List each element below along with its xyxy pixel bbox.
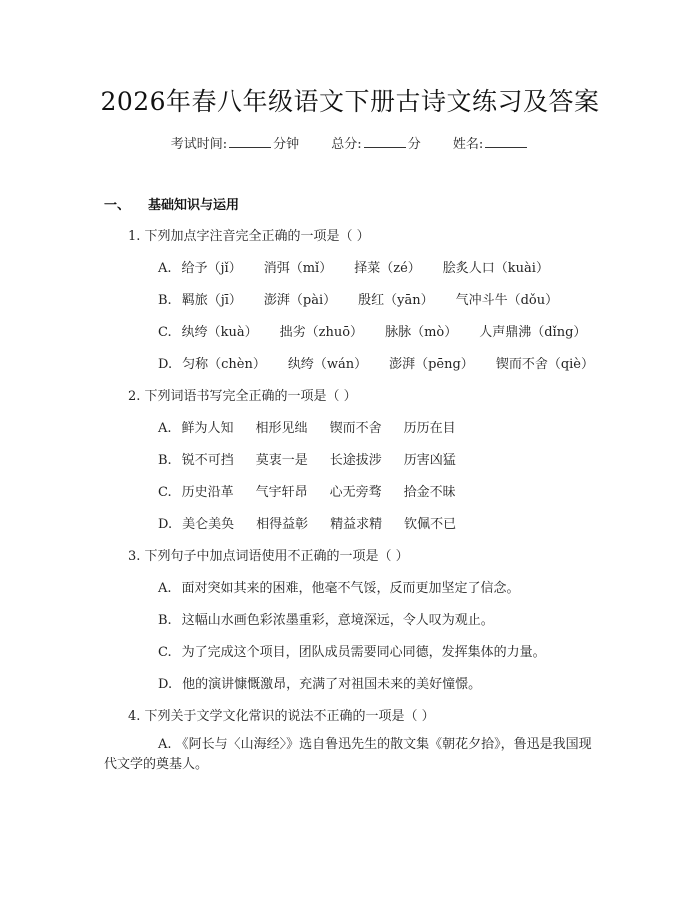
option-label: B. (158, 293, 172, 308)
name-label: 姓名: (452, 137, 484, 152)
option-item: 面对突如其来的困难，他毫不气馁，反而更加坚定了信念。 (181, 581, 520, 596)
section-heading (104, 194, 239, 213)
option-item: 殷红（yān） (358, 293, 434, 308)
option-item: 相得益彰 (256, 517, 309, 532)
option-item: 锲而不舍 (329, 421, 382, 436)
score-unit: 分 (407, 137, 421, 152)
option-row (158, 353, 616, 372)
option-row (158, 321, 608, 340)
option-item: 气冲斗牛（dǒu） (455, 293, 559, 308)
option-label: B. (158, 613, 172, 628)
question-stem: 3. 下列句子中加点词语使用不正确的一项是（ ） (128, 549, 409, 564)
option-row (158, 641, 546, 660)
option-item: 历历在目 (403, 421, 456, 436)
question-stem: 1. 下列加点字注音完全正确的一项是（ ） (128, 229, 370, 244)
time-field (171, 137, 304, 152)
question-stem: 2. 下列词语书写完全正确的一项是（ ） (128, 389, 357, 404)
option-item: 脍炙人口（kuài） (442, 261, 549, 276)
option-item: 纨绔（wán） (287, 357, 368, 372)
option-label: C. (158, 485, 172, 500)
option-item: 钦佩不已 (404, 517, 457, 532)
option-row (158, 609, 494, 628)
option-item: 给予（jǐ） (181, 261, 242, 276)
name-blank (485, 135, 527, 148)
option-item: 人声鼎沸（dǐng） (479, 325, 587, 340)
option-item: 澎湃（pài） (263, 293, 337, 308)
option-row (158, 577, 520, 596)
option-item: 莫衷一是 (255, 453, 308, 468)
option-item: 澎湃（pēng） (389, 357, 474, 372)
section-title: 基础知识与运用 (148, 198, 240, 213)
option-row (158, 449, 478, 468)
option-item: 历史沿革 (181, 485, 234, 500)
exam-meta (0, 133, 700, 152)
option-row (158, 481, 478, 500)
option-item: 锐不可挡 (181, 453, 234, 468)
option-label: A. (158, 581, 172, 596)
option-item: 纨绔（kuà） (181, 325, 258, 340)
name-field (453, 137, 529, 152)
question-stem: 4. 下列关于文学文化常识的说法不正确的一项是（ ） (128, 709, 435, 724)
option-label: A. (158, 261, 172, 276)
section-number: 一、 (104, 198, 131, 213)
option-item: 这幅山水画色彩浓墨重彩，意境深远，令人叹为观止。 (181, 613, 494, 628)
option-item: 消弭（mǐ） (263, 261, 333, 276)
option-item: 择菜（zé） (354, 261, 421, 276)
option-label: A. (158, 421, 172, 436)
option-item: 为了完成这个项目，团队成员需要同心同德，发挥集体的力量。 (181, 645, 546, 660)
option-item: 脉脉（mò） (385, 325, 458, 340)
option-label: D. (158, 357, 173, 372)
time-label: 考试时间: (170, 137, 228, 152)
option-row (158, 289, 580, 308)
option-item: 匀称（chèn） (182, 357, 266, 372)
page-title: 2026年春八年级语文下册古诗文练习及答案 (100, 87, 600, 116)
option-item: 精益求精 (330, 517, 383, 532)
score-blank (364, 135, 406, 148)
option-label: D. (158, 517, 173, 532)
option-label: C. (158, 645, 172, 660)
option-label: C. (158, 325, 172, 340)
option-item: 心无旁骛 (329, 485, 382, 500)
option-row (158, 417, 478, 436)
option-label: B. (158, 453, 172, 468)
option-item: 美仑美奂 (182, 517, 235, 532)
option-item: 长途拔涉 (329, 453, 382, 468)
time-unit: 分钟 (273, 137, 300, 152)
option-item: 锲而不舍（qiè） (495, 357, 594, 372)
option-row (158, 513, 478, 532)
option-item: 他的演讲慷慨激昂，充满了对祖国未来的美好憧憬。 (182, 677, 482, 692)
option-item: 气宇轩昂 (255, 485, 308, 500)
option-row (158, 673, 481, 692)
option-item: 鲜为人知 (181, 421, 234, 436)
option-item: 历害凶猛 (403, 453, 456, 468)
option-label: D. (158, 677, 173, 692)
option-item: 拾金不昧 (403, 485, 456, 500)
option-row (158, 257, 571, 276)
score-field (331, 137, 425, 152)
option-item: 拙劣（zhuō） (279, 325, 364, 340)
score-label: 总分: (331, 137, 362, 152)
time-blank (229, 135, 271, 148)
option-item: 羁旅（jī） (181, 293, 242, 308)
option-paragraph: A. 《阿长与〈山海经〉》选自鲁迅先生的散文集《朝花夕拾》，鲁迅是我国现代文学的奠基人。 (104, 737, 592, 772)
option-item: 相形见绌 (255, 421, 308, 436)
